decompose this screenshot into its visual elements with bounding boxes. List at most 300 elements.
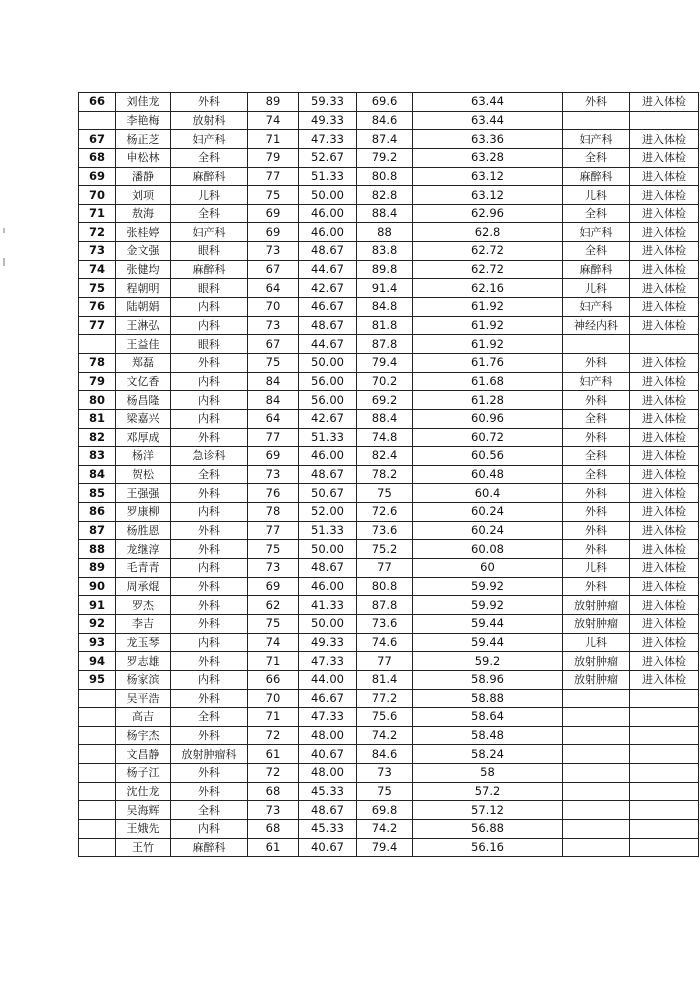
- written-converted-cell: 56.00: [299, 391, 357, 410]
- written-converted-cell: 44.00: [299, 670, 357, 689]
- rank-cell: 89: [79, 559, 116, 578]
- table-row: [79, 353, 699, 372]
- status-cell: 进入体检: [630, 484, 699, 503]
- total-score-cell: 63.12: [413, 167, 563, 186]
- status-cell: 进入体检: [630, 447, 699, 466]
- total-score-cell: 62.72: [413, 242, 563, 261]
- table-row: [79, 242, 699, 261]
- interview-score-cell: 88: [357, 223, 413, 242]
- rank-cell: 77: [79, 316, 116, 335]
- table-row: [79, 503, 699, 522]
- interview-score-cell: 87.8: [357, 335, 413, 354]
- written-converted-cell: 47.33: [299, 708, 357, 727]
- name-cell: 陆朝娟: [116, 298, 171, 317]
- total-score-cell: 58.96: [413, 670, 563, 689]
- total-score-cell: 58.88: [413, 689, 563, 708]
- table-row: [79, 614, 699, 633]
- assigned-department-cell: 外科: [563, 391, 630, 410]
- written-converted-cell: 52.00: [299, 503, 357, 522]
- name-cell: 王强强: [116, 484, 171, 503]
- total-score-cell: 59.92: [413, 596, 563, 615]
- name-cell: 敖海: [116, 204, 171, 223]
- department-cell: 外科: [171, 652, 248, 671]
- assigned-department-cell: 外科: [563, 540, 630, 559]
- department-cell: 外科: [171, 93, 248, 112]
- table-row: [79, 764, 699, 783]
- interview-score-cell: 73.6: [357, 614, 413, 633]
- name-cell: 罗康柳: [116, 503, 171, 522]
- assigned-department-cell: 放射肿瘤: [563, 614, 630, 633]
- assigned-department-cell: [563, 726, 630, 745]
- interview-score-cell: 75.6: [357, 708, 413, 727]
- written-score-cell: 61: [248, 745, 299, 764]
- name-cell: 刘项: [116, 186, 171, 205]
- assigned-department-cell: [563, 689, 630, 708]
- written-converted-cell: 46.67: [299, 298, 357, 317]
- interview-score-cell: 91.4: [357, 279, 413, 298]
- interview-score-cell: 81.4: [357, 670, 413, 689]
- rank-cell: 95: [79, 670, 116, 689]
- written-converted-cell: 48.00: [299, 726, 357, 745]
- table-row: [79, 447, 699, 466]
- assigned-department-cell: 全科: [563, 204, 630, 223]
- interview-score-cell: 77: [357, 652, 413, 671]
- name-cell: 王益佳: [116, 335, 171, 354]
- department-cell: 全科: [171, 801, 248, 820]
- assigned-department-cell: 外科: [563, 93, 630, 112]
- status-cell: 进入体检: [630, 316, 699, 335]
- status-cell: [630, 726, 699, 745]
- department-cell: 内科: [171, 559, 248, 578]
- interview-score-cell: 74.2: [357, 819, 413, 838]
- written-converted-cell: 48.00: [299, 764, 357, 783]
- written-score-cell: 72: [248, 764, 299, 783]
- department-cell: 急诊科: [171, 447, 248, 466]
- assigned-department-cell: 全科: [563, 242, 630, 261]
- table-row: [79, 540, 699, 559]
- department-cell: 全科: [171, 708, 248, 727]
- status-cell: 进入体检: [630, 670, 699, 689]
- rank-cell: [79, 708, 116, 727]
- rank-cell: 76: [79, 298, 116, 317]
- assigned-department-cell: 妇产科: [563, 372, 630, 391]
- written-score-cell: 72: [248, 726, 299, 745]
- name-cell: 程朝明: [116, 279, 171, 298]
- department-cell: 外科: [171, 726, 248, 745]
- written-converted-cell: 48.67: [299, 801, 357, 820]
- status-cell: 进入体检: [630, 521, 699, 540]
- status-cell: 进入体检: [630, 353, 699, 372]
- total-score-cell: 60.56: [413, 447, 563, 466]
- interview-score-cell: 74.2: [357, 726, 413, 745]
- assigned-department-cell: 全科: [563, 409, 630, 428]
- assigned-department-cell: [563, 708, 630, 727]
- department-cell: 内科: [171, 670, 248, 689]
- name-cell: 金文强: [116, 242, 171, 261]
- department-cell: 放射科: [171, 111, 248, 130]
- status-cell: [630, 764, 699, 783]
- total-score-cell: 60.24: [413, 503, 563, 522]
- rank-cell: [79, 819, 116, 838]
- status-cell: [630, 745, 699, 764]
- status-cell: 进入体检: [630, 148, 699, 167]
- status-cell: 进入体检: [630, 596, 699, 615]
- table-row: [79, 708, 699, 727]
- written-converted-cell: 46.00: [299, 577, 357, 596]
- assigned-department-cell: [563, 782, 630, 801]
- written-converted-cell: 48.67: [299, 465, 357, 484]
- department-cell: 妇产科: [171, 223, 248, 242]
- interview-score-cell: 73: [357, 764, 413, 783]
- assigned-department-cell: 全科: [563, 465, 630, 484]
- written-score-cell: 71: [248, 652, 299, 671]
- total-score-cell: 61.92: [413, 298, 563, 317]
- assigned-department-cell: 外科: [563, 521, 630, 540]
- name-cell: 吴平浩: [116, 689, 171, 708]
- department-cell: 妇产科: [171, 130, 248, 149]
- written-converted-cell: 50.00: [299, 614, 357, 633]
- interview-score-cell: 77: [357, 559, 413, 578]
- assigned-department-cell: 儿科: [563, 633, 630, 652]
- name-cell: 杨正芝: [116, 130, 171, 149]
- written-score-cell: 69: [248, 447, 299, 466]
- written-converted-cell: 52.67: [299, 148, 357, 167]
- interview-score-cell: 80.8: [357, 167, 413, 186]
- table-row: [79, 559, 699, 578]
- rank-cell: 88: [79, 540, 116, 559]
- assigned-department-cell: [563, 745, 630, 764]
- name-cell: 杨宇杰: [116, 726, 171, 745]
- written-score-cell: 75: [248, 186, 299, 205]
- status-cell: 进入体检: [630, 652, 699, 671]
- written-score-cell: 71: [248, 130, 299, 149]
- name-cell: 王竹: [116, 838, 171, 857]
- table-row: [79, 484, 699, 503]
- status-cell: [630, 689, 699, 708]
- interview-score-cell: 81.8: [357, 316, 413, 335]
- assigned-department-cell: 儿科: [563, 279, 630, 298]
- status-cell: [630, 801, 699, 820]
- name-cell: 吴海辉: [116, 801, 171, 820]
- written-score-cell: 73: [248, 242, 299, 261]
- rank-cell: [79, 782, 116, 801]
- name-cell: 龙玉琴: [116, 633, 171, 652]
- assigned-department-cell: 外科: [563, 428, 630, 447]
- rank-cell: 83: [79, 447, 116, 466]
- interview-score-cell: 82.8: [357, 186, 413, 205]
- written-score-cell: 64: [248, 279, 299, 298]
- department-cell: 外科: [171, 353, 248, 372]
- assigned-department-cell: 全科: [563, 447, 630, 466]
- written-converted-cell: 50.00: [299, 540, 357, 559]
- rank-cell: 66: [79, 93, 116, 112]
- rank-cell: 85: [79, 484, 116, 503]
- rank-cell: 67: [79, 130, 116, 149]
- interview-score-cell: 78.2: [357, 465, 413, 484]
- written-score-cell: 66: [248, 670, 299, 689]
- total-score-cell: 56.16: [413, 838, 563, 857]
- department-cell: 内科: [171, 633, 248, 652]
- assigned-department-cell: 外科: [563, 503, 630, 522]
- interview-score-cell: 84.8: [357, 298, 413, 317]
- name-cell: 郑磊: [116, 353, 171, 372]
- name-cell: 王淋弘: [116, 316, 171, 335]
- table-row: [79, 260, 699, 279]
- department-cell: 麻醉科: [171, 167, 248, 186]
- table-row: [79, 130, 699, 149]
- rank-cell: [79, 764, 116, 783]
- written-converted-cell: 48.67: [299, 559, 357, 578]
- written-score-cell: 73: [248, 559, 299, 578]
- written-score-cell: 74: [248, 633, 299, 652]
- interview-score-cell: 83.8: [357, 242, 413, 261]
- total-score-cell: 59.44: [413, 633, 563, 652]
- table-row: [79, 652, 699, 671]
- table-row: [79, 633, 699, 652]
- written-score-cell: 68: [248, 819, 299, 838]
- department-cell: 内科: [171, 391, 248, 410]
- assigned-department-cell: 神经内科: [563, 316, 630, 335]
- total-score-cell: 59.92: [413, 577, 563, 596]
- interview-score-cell: 69.8: [357, 801, 413, 820]
- name-cell: 杨胜恩: [116, 521, 171, 540]
- department-cell: 放射肿瘤科: [171, 745, 248, 764]
- table-row: [79, 409, 699, 428]
- status-cell: 进入体检: [630, 465, 699, 484]
- table-row: [79, 204, 699, 223]
- rank-cell: 86: [79, 503, 116, 522]
- interview-score-cell: 80.8: [357, 577, 413, 596]
- written-score-cell: 67: [248, 335, 299, 354]
- assigned-department-cell: [563, 111, 630, 130]
- department-cell: 外科: [171, 484, 248, 503]
- interview-score-cell: 77.2: [357, 689, 413, 708]
- department-cell: 全科: [171, 148, 248, 167]
- department-cell: 眼科: [171, 335, 248, 354]
- table-row: [79, 298, 699, 317]
- written-score-cell: 70: [248, 298, 299, 317]
- total-score-cell: 56.88: [413, 819, 563, 838]
- name-cell: 潘静: [116, 167, 171, 186]
- department-cell: 外科: [171, 764, 248, 783]
- total-score-cell: 59.44: [413, 614, 563, 633]
- name-cell: 杨子江: [116, 764, 171, 783]
- status-cell: 进入体检: [630, 428, 699, 447]
- assigned-department-cell: 妇产科: [563, 223, 630, 242]
- rank-cell: [79, 111, 116, 130]
- written-score-cell: 73: [248, 465, 299, 484]
- table-row: [79, 93, 699, 112]
- rank-cell: 81: [79, 409, 116, 428]
- written-score-cell: 73: [248, 316, 299, 335]
- written-converted-cell: 59.33: [299, 93, 357, 112]
- written-converted-cell: 40.67: [299, 838, 357, 857]
- interview-score-cell: 84.6: [357, 111, 413, 130]
- table-row: [79, 391, 699, 410]
- rank-cell: 75: [79, 279, 116, 298]
- table-row: [79, 111, 699, 130]
- written-converted-cell: 40.67: [299, 745, 357, 764]
- written-score-cell: 69: [248, 223, 299, 242]
- table-row: [79, 279, 699, 298]
- department-cell: 内科: [171, 503, 248, 522]
- status-cell: [630, 838, 699, 857]
- written-score-cell: 75: [248, 614, 299, 633]
- table-row: [79, 782, 699, 801]
- table-row: [79, 335, 699, 354]
- written-converted-cell: 42.67: [299, 279, 357, 298]
- rank-cell: 80: [79, 391, 116, 410]
- rank-cell: 90: [79, 577, 116, 596]
- table-row: [79, 596, 699, 615]
- written-converted-cell: 47.33: [299, 130, 357, 149]
- status-cell: 进入体检: [630, 559, 699, 578]
- status-cell: [630, 111, 699, 130]
- rank-cell: [79, 726, 116, 745]
- written-score-cell: 74: [248, 111, 299, 130]
- name-cell: 张桂婷: [116, 223, 171, 242]
- total-score-cell: 62.96: [413, 204, 563, 223]
- rank-cell: 68: [79, 148, 116, 167]
- status-cell: 进入体检: [630, 260, 699, 279]
- total-score-cell: 62.72: [413, 260, 563, 279]
- written-score-cell: 75: [248, 540, 299, 559]
- rank-cell: 94: [79, 652, 116, 671]
- scan-mark: [3, 228, 5, 233]
- total-score-cell: 58.24: [413, 745, 563, 764]
- status-cell: [630, 819, 699, 838]
- assigned-department-cell: 全科: [563, 148, 630, 167]
- assigned-department-cell: 外科: [563, 353, 630, 372]
- table-row: [79, 186, 699, 205]
- total-score-cell: 60.24: [413, 521, 563, 540]
- written-converted-cell: 45.33: [299, 819, 357, 838]
- department-cell: 内科: [171, 409, 248, 428]
- department-cell: 麻醉科: [171, 260, 248, 279]
- total-score-cell: 60.08: [413, 540, 563, 559]
- rank-cell: 87: [79, 521, 116, 540]
- interview-score-cell: 69.6: [357, 93, 413, 112]
- assigned-department-cell: 妇产科: [563, 298, 630, 317]
- written-converted-cell: 44.67: [299, 335, 357, 354]
- name-cell: 罗杰: [116, 596, 171, 615]
- written-score-cell: 69: [248, 577, 299, 596]
- rank-cell: 84: [79, 465, 116, 484]
- table-row: [79, 577, 699, 596]
- total-score-cell: 61.92: [413, 316, 563, 335]
- name-cell: 高吉: [116, 708, 171, 727]
- name-cell: 罗志雄: [116, 652, 171, 671]
- name-cell: 王娥先: [116, 819, 171, 838]
- status-cell: 进入体检: [630, 372, 699, 391]
- assigned-department-cell: 麻醉科: [563, 260, 630, 279]
- rank-cell: [79, 689, 116, 708]
- rank-cell: [79, 838, 116, 857]
- status-cell: 进入体检: [630, 409, 699, 428]
- written-score-cell: 68: [248, 782, 299, 801]
- total-score-cell: 61.76: [413, 353, 563, 372]
- assigned-department-cell: 外科: [563, 577, 630, 596]
- written-converted-cell: 42.67: [299, 409, 357, 428]
- rank-cell: 78: [79, 353, 116, 372]
- department-cell: 外科: [171, 428, 248, 447]
- written-converted-cell: 47.33: [299, 652, 357, 671]
- rank-cell: 69: [79, 167, 116, 186]
- table-row: [79, 316, 699, 335]
- written-score-cell: 89: [248, 93, 299, 112]
- written-score-cell: 84: [248, 391, 299, 410]
- name-cell: 张健均: [116, 260, 171, 279]
- total-score-cell: 63.12: [413, 186, 563, 205]
- total-score-cell: 60: [413, 559, 563, 578]
- total-score-cell: 61.28: [413, 391, 563, 410]
- total-score-cell: 59.2: [413, 652, 563, 671]
- written-converted-cell: 46.00: [299, 223, 357, 242]
- written-converted-cell: 49.33: [299, 633, 357, 652]
- table-row: [79, 372, 699, 391]
- assigned-department-cell: [563, 838, 630, 857]
- assigned-department-cell: [563, 801, 630, 820]
- written-converted-cell: 51.33: [299, 428, 357, 447]
- written-converted-cell: 50.00: [299, 186, 357, 205]
- status-cell: 进入体检: [630, 391, 699, 410]
- name-cell: 梁嘉兴: [116, 409, 171, 428]
- written-converted-cell: 51.33: [299, 521, 357, 540]
- total-score-cell: 63.44: [413, 93, 563, 112]
- table-row: [79, 670, 699, 689]
- interview-score-cell: 82.4: [357, 447, 413, 466]
- rank-cell: 74: [79, 260, 116, 279]
- written-score-cell: 62: [248, 596, 299, 615]
- rank-cell: 93: [79, 633, 116, 652]
- department-cell: 眼科: [171, 242, 248, 261]
- department-cell: 内科: [171, 819, 248, 838]
- name-cell: 杨昌隆: [116, 391, 171, 410]
- status-cell: 进入体检: [630, 186, 699, 205]
- total-score-cell: 58.64: [413, 708, 563, 727]
- rank-cell: 82: [79, 428, 116, 447]
- status-cell: 进入体检: [630, 633, 699, 652]
- department-cell: 全科: [171, 465, 248, 484]
- department-cell: 内科: [171, 316, 248, 335]
- interview-score-cell: 88.4: [357, 204, 413, 223]
- total-score-cell: 63.44: [413, 111, 563, 130]
- written-converted-cell: 45.33: [299, 782, 357, 801]
- assigned-department-cell: 妇产科: [563, 130, 630, 149]
- table-row: [79, 745, 699, 764]
- assigned-department-cell: 儿科: [563, 186, 630, 205]
- department-cell: 外科: [171, 689, 248, 708]
- total-score-cell: 60.4: [413, 484, 563, 503]
- rank-cell: 70: [79, 186, 116, 205]
- written-score-cell: 61: [248, 838, 299, 857]
- table-row: [79, 689, 699, 708]
- assigned-department-cell: 放射肿瘤: [563, 670, 630, 689]
- written-score-cell: 64: [248, 409, 299, 428]
- total-score-cell: 60.72: [413, 428, 563, 447]
- name-cell: 杨家滨: [116, 670, 171, 689]
- interview-score-cell: 74.8: [357, 428, 413, 447]
- total-score-cell: 61.92: [413, 335, 563, 354]
- table-row: [79, 726, 699, 745]
- written-converted-cell: 49.33: [299, 111, 357, 130]
- table-row: [79, 148, 699, 167]
- rank-cell: 73: [79, 242, 116, 261]
- interview-score-cell: 89.8: [357, 260, 413, 279]
- name-cell: 文昌静: [116, 745, 171, 764]
- name-cell: 邓厚成: [116, 428, 171, 447]
- total-score-cell: 62.8: [413, 223, 563, 242]
